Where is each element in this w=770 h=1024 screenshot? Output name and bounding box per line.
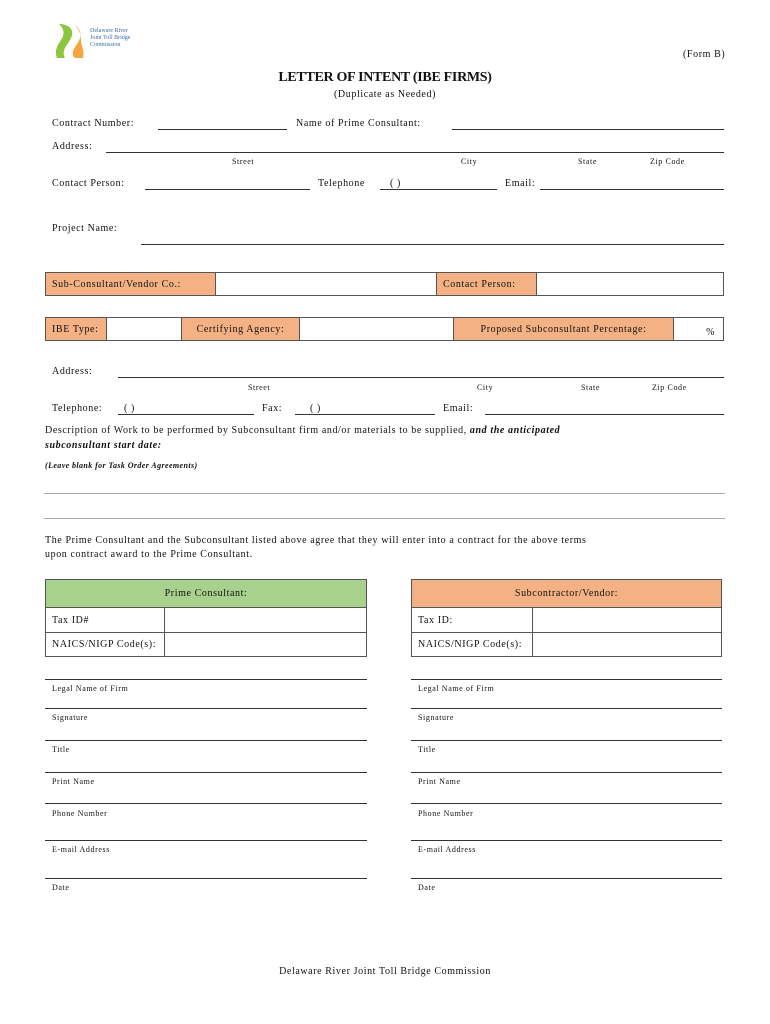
percent-sign: % bbox=[706, 327, 715, 338]
sub-phone-label: Phone Number bbox=[418, 809, 474, 818]
prime-naics-input[interactable] bbox=[164, 632, 367, 657]
sub-tax-id-input[interactable] bbox=[532, 607, 722, 633]
sub-signature-label: Signature bbox=[418, 713, 455, 722]
description-line-field-2[interactable] bbox=[44, 518, 725, 519]
city-caption: City bbox=[461, 157, 478, 166]
prime-title-label: Title bbox=[52, 745, 70, 754]
sub-telephone-paren: ( ) bbox=[124, 403, 135, 414]
sub-legal-name-label: Legal Name of Firm bbox=[418, 684, 495, 693]
logo-mark-icon bbox=[55, 22, 85, 60]
prime-phone-field[interactable] bbox=[45, 803, 367, 804]
sub-print-name-field[interactable] bbox=[411, 772, 722, 773]
agreement-line-1: The Prime Consultant and the Subconsultant listed above agree that they will enter into a contract for the above terms bbox=[45, 535, 587, 546]
prime-consultant-name-field[interactable] bbox=[452, 129, 724, 130]
sub-tax-id-label: Tax ID: bbox=[411, 607, 533, 633]
sub-telephone-label: Telephone: bbox=[52, 403, 103, 414]
contract-number-field[interactable] bbox=[158, 129, 287, 130]
page-title: LETTER OF INTENT (IBE FIRMS) bbox=[278, 70, 492, 85]
telephone-paren: ( ) bbox=[390, 178, 401, 189]
project-name-field[interactable] bbox=[141, 244, 724, 245]
sub-signature-field[interactable] bbox=[411, 708, 722, 709]
sub-title-label: Title bbox=[418, 745, 436, 754]
description-line-field-1[interactable] bbox=[44, 493, 725, 494]
sub-address-field[interactable] bbox=[118, 377, 724, 378]
prime-tax-id-label: Tax ID# bbox=[45, 607, 165, 633]
prime-consultant-header: Prime Consultant: bbox=[45, 579, 367, 608]
agreement-line-2: upon contract award to the Prime Consultant. bbox=[45, 549, 253, 560]
state-caption: State bbox=[578, 157, 597, 166]
sub-print-name-label: Print Name bbox=[418, 777, 461, 786]
prime-phone-label: Phone Number bbox=[52, 809, 108, 818]
percentage-label: Proposed Subconsultant Percentage: bbox=[453, 317, 674, 341]
fax-label: Fax: bbox=[262, 403, 283, 414]
zip-caption: Zip Code bbox=[650, 157, 685, 166]
sub-city-caption: City bbox=[477, 383, 494, 392]
ibe-type-label: IBE Type: bbox=[45, 317, 107, 341]
logo-line-3: Commission bbox=[90, 42, 121, 48]
ibe-type-input[interactable] bbox=[106, 317, 182, 341]
sub-legal-name-field[interactable] bbox=[411, 679, 722, 680]
prime-email-label: E-mail Address bbox=[52, 845, 110, 854]
logo-line-1: Delaware River bbox=[90, 28, 128, 34]
certifying-agency-input[interactable] bbox=[299, 317, 454, 341]
prime-consultant-name-label: Name of Prime Consultant: bbox=[296, 118, 421, 129]
sub-state-caption: State bbox=[581, 383, 600, 392]
footer: Delaware River Joint Toll Bridge Commission bbox=[279, 966, 491, 977]
sub-email-field[interactable] bbox=[411, 840, 722, 841]
sub-address-label: Address: bbox=[52, 366, 93, 377]
prime-email-field[interactable] bbox=[45, 840, 367, 841]
sub-naics-input[interactable] bbox=[532, 632, 722, 657]
contact-person-label: Contact Person: bbox=[52, 178, 125, 189]
description-text: Description of Work to be performed by Subconsultant firm and/or materials to be supplied, bbox=[45, 425, 470, 436]
fax-paren: ( ) bbox=[310, 403, 321, 414]
description-line-1 bbox=[45, 425, 560, 436]
prime-print-name-field[interactable] bbox=[45, 772, 367, 773]
contract-number-label: Contract Number: bbox=[52, 118, 135, 129]
form-id: (Form B) bbox=[683, 49, 726, 60]
email-label: Email: bbox=[505, 178, 536, 189]
prime-signature-field[interactable] bbox=[45, 708, 367, 709]
logo bbox=[55, 22, 165, 62]
contact-person-field[interactable] bbox=[145, 189, 310, 190]
telephone-field[interactable] bbox=[380, 189, 497, 190]
description-start-date-text: and the anticipated bbox=[469, 425, 561, 436]
sub-email-field[interactable] bbox=[485, 414, 724, 415]
email-field[interactable] bbox=[540, 189, 724, 190]
sub-phone-field[interactable] bbox=[411, 803, 722, 804]
telephone-label: Telephone bbox=[318, 178, 365, 189]
prime-signature-label: Signature bbox=[52, 713, 89, 722]
page-subtitle: (Duplicate as Needed) bbox=[334, 89, 436, 100]
logo-line-2: Joint Toll Bridge bbox=[90, 35, 131, 41]
sub-consultant-input[interactable] bbox=[215, 272, 437, 296]
prime-legal-name-label: Legal Name of Firm bbox=[52, 684, 129, 693]
project-name-label: Project Name: bbox=[52, 223, 118, 234]
sub-contact-person-input[interactable] bbox=[536, 272, 724, 296]
certifying-agency-label: Certifying Agency: bbox=[181, 317, 300, 341]
prime-print-name-label: Print Name bbox=[52, 777, 95, 786]
description-note: (Leave blank for Task Order Agreements) bbox=[45, 461, 198, 470]
prime-title-field[interactable] bbox=[45, 740, 367, 741]
sub-date-label: Date bbox=[418, 883, 436, 892]
sub-street-caption: Street bbox=[248, 383, 271, 392]
sub-zip-caption: Zip Code bbox=[652, 383, 687, 392]
prime-date-field[interactable] bbox=[45, 878, 367, 879]
sub-email-label: E-mail Address bbox=[418, 845, 476, 854]
street-caption: Street bbox=[232, 157, 255, 166]
sub-email-label: Email: bbox=[443, 403, 474, 414]
prime-tax-id-input[interactable] bbox=[164, 607, 367, 633]
fax-field[interactable] bbox=[295, 414, 435, 415]
address-field[interactable] bbox=[106, 152, 724, 153]
prime-legal-name-field[interactable] bbox=[45, 679, 367, 680]
prime-naics-label: NAICS/NIGP Code(s): bbox=[45, 632, 165, 657]
sub-telephone-field[interactable] bbox=[118, 414, 254, 415]
sub-title-field[interactable] bbox=[411, 740, 722, 741]
percentage-input[interactable] bbox=[673, 317, 724, 341]
sub-date-field[interactable] bbox=[411, 878, 722, 879]
address-label: Address: bbox=[52, 141, 93, 152]
prime-date-label: Date bbox=[52, 883, 70, 892]
sub-consultant-label: Sub-Consultant/Vendor Co.: bbox=[45, 272, 216, 296]
subcontractor-header: Subcontractor/Vendor: bbox=[411, 579, 722, 608]
sub-contact-person-label: Contact Person: bbox=[436, 272, 537, 296]
description-line-2: subconsultant start date: bbox=[45, 440, 162, 451]
sub-naics-label: NAICS/NIGP Code(s): bbox=[411, 632, 533, 657]
